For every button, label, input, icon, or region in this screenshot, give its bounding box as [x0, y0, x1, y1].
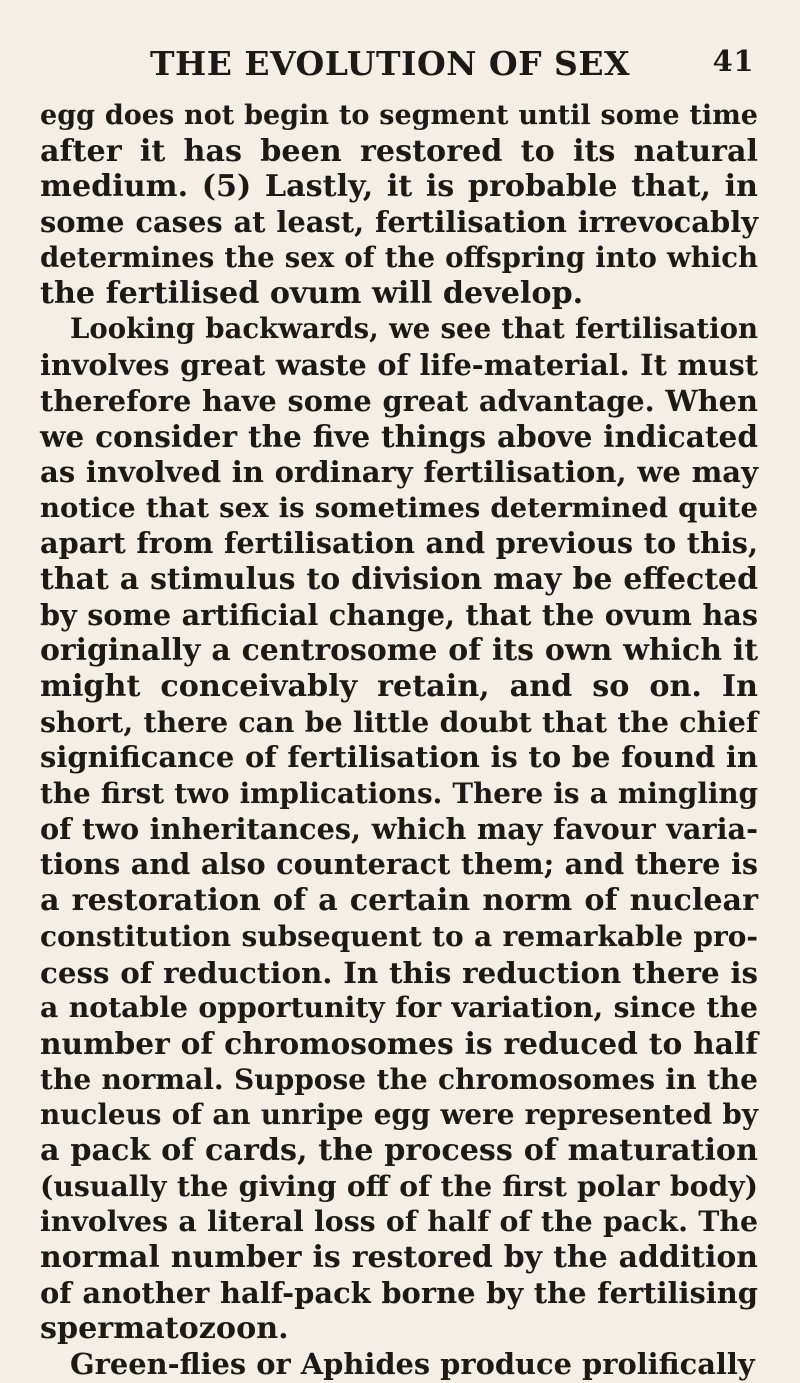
text-line: (usually the giving off of the first polar body) [40, 1168, 758, 1203]
text-line: the fertilised ovum will develop. [40, 276, 584, 312]
text-line: might conceivably retain, and so on. In [40, 669, 758, 704]
text-line: constitution subsequent to a remarkable pro- [40, 919, 758, 953]
text-line: we consider the five things above indicated [40, 419, 758, 455]
text-line: cess of reduction. In this reduction there is [40, 954, 758, 990]
text-line: involves great waste of life-material. It must [40, 347, 758, 382]
text-line: tions and also counteract them; and there is [40, 847, 758, 882]
page-number: 41 [712, 44, 754, 78]
text-line: egg does not begin to segment until some time [40, 100, 758, 131]
running-head [40, 38, 760, 94]
text-line: Green-flies or Aphides produce prolifically [70, 1347, 755, 1382]
text-line: of two inheritances, which may favour varia- [40, 811, 758, 846]
text-line: number of chromosomes is reduced to half [40, 1025, 758, 1061]
running-title: THE EVOLUTION OF SEX [150, 44, 631, 83]
body-text [40, 98, 758, 1383]
text-line: determines the sex of the offspring into which [40, 241, 758, 274]
text-line: short, there can be little doubt that the chief [40, 704, 758, 739]
text-line: nucleus of an unripe egg were represented by [40, 1098, 758, 1132]
text-line: significance of fertilisation is to be found in [40, 740, 758, 775]
text-line: apart from fertilisation and previous to this, [40, 526, 758, 561]
text-line: medium. (5) Lastly, it is probable that, in [40, 169, 758, 205]
text-line: Looking backwards, we see that fertilisation [70, 313, 758, 346]
text-line: as involved in ordinary fertilisation, we may [40, 454, 758, 489]
text-line: that a stimulus to division may be effected [40, 561, 758, 597]
text-line: notice that sex is sometimes determined quite [40, 491, 758, 524]
text-line: normal number is restored by the addition [40, 1240, 758, 1275]
text-line: spermatozoon. [40, 1311, 289, 1347]
text-line: after it has been restored to its natural [40, 133, 758, 169]
text-line: originally a centrosome of its own which it [40, 633, 758, 669]
text-line: the first two implications. There is a mingling [40, 777, 758, 811]
text-line: by some artificial change, that the ovum has [40, 597, 758, 632]
text-line: some cases at least, fertilisation irrevocably [40, 205, 758, 240]
text-line: of another half-pack borne by the fertilising [40, 1275, 758, 1310]
text-line: a pack of cards, the process of maturation [40, 1132, 758, 1168]
text-line: a restoration of a certain norm of nuclear [40, 883, 758, 919]
text-line: involves a literal loss of half of the pack. The [40, 1204, 758, 1239]
text-line: a notable opportunity for variation, since the [40, 990, 758, 1025]
text-line: the normal. Suppose the chromosomes in the [40, 1062, 758, 1096]
text-line: therefore have some great advantage. When [40, 383, 758, 418]
